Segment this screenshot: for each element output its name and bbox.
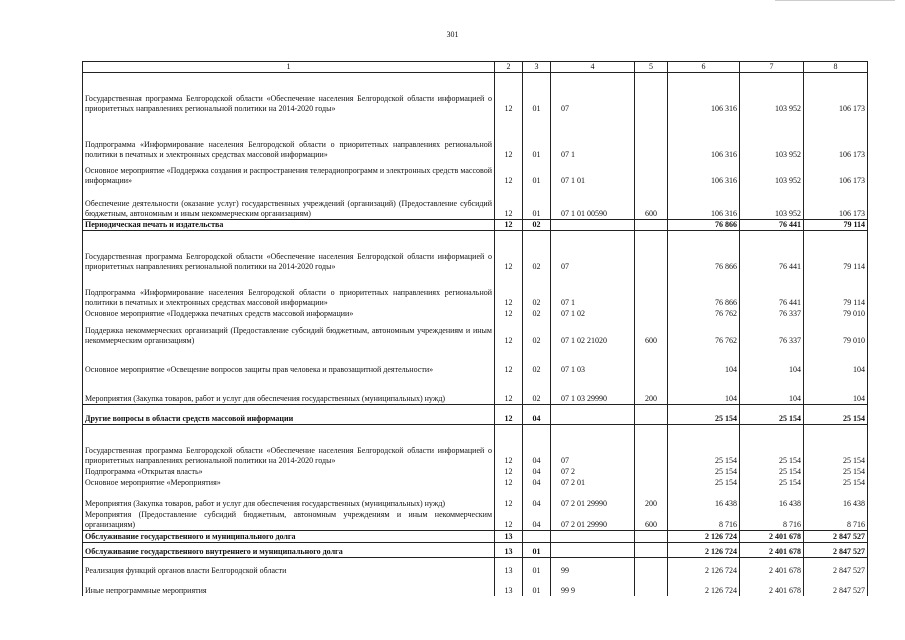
name-cell: Реализация функций органов власти Белгородской области [83, 558, 495, 576]
value-2018-cell: 2 126 724 [668, 543, 740, 558]
name-cell: Обеспечение деятельности (оказание услуг) государственных учреждений (организаций) (Предоставление субсидий бюджетным, автономным и иным некоммерческим организациям) [83, 186, 495, 220]
header-cell-4: 4 [551, 62, 635, 73]
section-cell: 13 [495, 576, 523, 596]
target-article-cell: 07 [551, 231, 635, 272]
value-2018-cell: 25 154 [668, 405, 740, 425]
value-2019-cell: 2 401 678 [740, 558, 804, 576]
value-2020-cell: 2 847 527 [804, 576, 868, 596]
table-row [83, 73, 868, 114]
section-cell: 12 [495, 375, 523, 405]
subsection-cell: 04 [523, 488, 551, 509]
table-row [83, 272, 868, 308]
name-cell: Мероприятия (Закупка товаров, работ и услуг для обеспечения государственных (муниципальных) нужд) [83, 488, 495, 509]
target-article-cell: 07 1 03 [551, 346, 635, 375]
expense-type-cell [635, 466, 668, 477]
value-2018-cell: 8 716 [668, 509, 740, 531]
subsection-cell: 04 [523, 466, 551, 477]
name-cell: Подпрограмма «Информирование населения Белгородской области о приоритетных направлениях региональной политики в печатных и электронных средствах массовой информации» [83, 114, 495, 160]
subsection-cell: 01 [523, 543, 551, 558]
name-cell: Государственная программа Белгородской области «Обеспечение населения Белгородской области информацией о приоритетных направлениях региональной политики на 2014-2020 годы» [83, 73, 495, 114]
value-2020-cell: 25 154 [804, 466, 868, 477]
target-article-cell: 99 9 [551, 576, 635, 596]
name-cell: Подпрограмма «Информирование населения Белгородской области о приоритетных направлениях региональной политики в печатных и электронных средствах массовой информации» [83, 272, 495, 308]
value-2018-cell: 25 154 [668, 466, 740, 477]
name-cell: Мероприятия (Закупка товаров, работ и услуг для обеспечения государственных (муниципальных) нужд) [83, 375, 495, 405]
value-2020-cell: 79 010 [804, 308, 868, 319]
value-2019-cell: 25 154 [740, 425, 804, 466]
target-article-cell: 07 2 01 [551, 477, 635, 488]
target-article-cell: 07 1 01 [551, 160, 635, 186]
subsection-cell: 01 [523, 558, 551, 576]
header-cell-7: 7 [740, 62, 804, 73]
subsection-cell: 04 [523, 477, 551, 488]
section-cell: 12 [495, 509, 523, 531]
value-2018-cell: 25 154 [668, 425, 740, 466]
section-cell: 12 [495, 477, 523, 488]
value-2019-cell: 76 337 [740, 319, 804, 346]
value-2020-cell: 8 716 [804, 509, 868, 531]
value-2019-cell: 2 401 678 [740, 543, 804, 558]
subsection-cell: 01 [523, 576, 551, 596]
name-cell: Основное мероприятие «Поддержка печатных средств массовой информации» [83, 308, 495, 319]
section-row [83, 405, 868, 425]
header-cell-5: 5 [635, 62, 668, 73]
value-2020-cell: 104 [804, 346, 868, 375]
target-article-cell: 07 2 [551, 466, 635, 477]
expense-type-cell [635, 477, 668, 488]
target-article-cell: 07 1 01 00590 [551, 186, 635, 220]
subsection-cell: 02 [523, 319, 551, 346]
table-row [83, 509, 868, 531]
table-row [83, 576, 868, 596]
value-2020-cell: 79 114 [804, 220, 868, 231]
value-2018-cell: 76 866 [668, 231, 740, 272]
value-2018-cell: 76 762 [668, 308, 740, 319]
section-cell: 12 [495, 186, 523, 220]
expense-type-cell [635, 231, 668, 272]
value-2019-cell: 103 952 [740, 160, 804, 186]
target-article-cell: 07 1 [551, 114, 635, 160]
table-row [83, 308, 868, 319]
expense-type-cell [635, 405, 668, 425]
section-cell: 13 [495, 558, 523, 576]
page-number: 301 [446, 30, 459, 39]
value-2019-cell: 76 337 [740, 308, 804, 319]
value-2018-cell: 2 126 724 [668, 576, 740, 596]
subsection-cell: 04 [523, 405, 551, 425]
subsection-cell: 04 [523, 425, 551, 466]
subsection-cell: 01 [523, 186, 551, 220]
value-2020-cell: 79 010 [804, 319, 868, 346]
target-article-cell: 99 [551, 558, 635, 576]
name-cell: Обслуживание государственного и муниципального долга [83, 531, 495, 543]
target-article-cell: 07 1 [551, 272, 635, 308]
value-2020-cell: 106 173 [804, 73, 868, 114]
table-row [83, 160, 868, 186]
target-article-cell [551, 220, 635, 231]
value-2019-cell: 2 401 678 [740, 576, 804, 596]
table-row [83, 488, 868, 509]
value-2018-cell: 76 866 [668, 272, 740, 308]
section-cell: 13 [495, 531, 523, 543]
table-row [83, 466, 868, 477]
value-2018-cell: 76 866 [668, 220, 740, 231]
table-row [83, 186, 868, 220]
value-2020-cell: 2 847 527 [804, 558, 868, 576]
section-cell: 12 [495, 160, 523, 186]
subsection-cell: 02 [523, 272, 551, 308]
value-2019-cell: 25 154 [740, 466, 804, 477]
table-row [83, 114, 868, 160]
table-row [83, 319, 868, 346]
section-cell: 12 [495, 114, 523, 160]
target-article-cell: 07 2 01 29990 [551, 509, 635, 531]
section-row [83, 220, 868, 231]
value-2018-cell: 104 [668, 375, 740, 405]
value-2018-cell: 106 316 [668, 114, 740, 160]
value-2019-cell: 103 952 [740, 186, 804, 220]
target-article-cell: 07 1 02 21020 [551, 319, 635, 346]
header-cell-2: 2 [495, 62, 523, 73]
value-2019-cell: 76 441 [740, 220, 804, 231]
value-2019-cell: 25 154 [740, 405, 804, 425]
value-2020-cell: 106 173 [804, 186, 868, 220]
budget-table [82, 61, 868, 596]
section-cell: 12 [495, 272, 523, 308]
value-2018-cell: 2 126 724 [668, 531, 740, 543]
value-2018-cell: 104 [668, 346, 740, 375]
name-cell: Мероприятия (Предоставление субсидий бюджетным, автономным учреждениям и иным некоммерческим организациям) [83, 509, 495, 531]
expense-type-cell [635, 73, 668, 114]
expense-type-cell [635, 220, 668, 231]
value-2018-cell: 106 316 [668, 160, 740, 186]
table-row [83, 346, 868, 375]
value-2018-cell: 106 316 [668, 186, 740, 220]
header-cell-3: 3 [523, 62, 551, 73]
header-cell-6: 6 [668, 62, 740, 73]
value-2020-cell: 25 154 [804, 425, 868, 466]
expense-type-cell: 600 [635, 319, 668, 346]
section-cell: 12 [495, 346, 523, 375]
value-2020-cell: 104 [804, 375, 868, 405]
name-cell: Государственная программа Белгородской области «Обеспечение населения Белгородской области информацией о приоритетных направлениях региональной политики на 2014-2020 годы» [83, 425, 495, 466]
name-cell: Другие вопросы в области средств массовой информации [83, 405, 495, 425]
subsection-cell: 02 [523, 346, 551, 375]
name-cell: Поддержка некоммерческих организаций (Предоставление субсидий бюджетным, автономным учреждениям и иным некоммерческим организациям) [83, 319, 495, 346]
section-cell: 12 [495, 488, 523, 509]
expense-type-cell [635, 114, 668, 160]
expense-type-cell: 200 [635, 488, 668, 509]
expense-type-cell [635, 425, 668, 466]
target-article-cell: 07 [551, 73, 635, 114]
value-2019-cell: 8 716 [740, 509, 804, 531]
value-2019-cell: 16 438 [740, 488, 804, 509]
value-2019-cell: 104 [740, 346, 804, 375]
expense-type-cell [635, 308, 668, 319]
section-cell: 13 [495, 543, 523, 558]
value-2019-cell: 103 952 [740, 73, 804, 114]
subsection-cell: 02 [523, 220, 551, 231]
expense-type-cell [635, 272, 668, 308]
section-row [83, 531, 868, 543]
value-2019-cell: 76 441 [740, 231, 804, 272]
value-2018-cell: 25 154 [668, 477, 740, 488]
value-2018-cell: 76 762 [668, 319, 740, 346]
section-cell: 12 [495, 425, 523, 466]
section-row [83, 543, 868, 558]
expense-type-cell [635, 576, 668, 596]
section-cell: 12 [495, 319, 523, 346]
section-cell: 12 [495, 73, 523, 114]
table-row [83, 425, 868, 466]
value-2020-cell: 25 154 [804, 405, 868, 425]
header-cell-8: 8 [804, 62, 868, 73]
name-cell: Подпрограмма «Открытая власть» [83, 466, 495, 477]
target-article-cell: 07 [551, 425, 635, 466]
subsection-cell: 01 [523, 114, 551, 160]
expense-type-cell [635, 346, 668, 375]
top-edge-line [775, 0, 895, 1]
table-row [83, 375, 868, 405]
value-2019-cell: 104 [740, 375, 804, 405]
value-2020-cell: 106 173 [804, 160, 868, 186]
expense-type-cell: 600 [635, 509, 668, 531]
expense-type-cell [635, 543, 668, 558]
table-header-row [83, 62, 868, 73]
name-cell: Государственная программа Белгородской области «Обеспечение населения Белгородской области информацией о приоритетных направлениях региональной политики на 2014-2020 годы» [83, 231, 495, 272]
target-article-cell: 07 1 02 [551, 308, 635, 319]
target-article-cell: 07 1 03 29990 [551, 375, 635, 405]
name-cell: Иные непрограммные мероприятия [83, 576, 495, 596]
value-2020-cell: 16 438 [804, 488, 868, 509]
table-row [83, 558, 868, 576]
value-2020-cell: 106 173 [804, 114, 868, 160]
section-cell: 12 [495, 231, 523, 272]
section-cell: 12 [495, 405, 523, 425]
header-cell-1: 1 [83, 62, 495, 73]
table-row [83, 477, 868, 488]
value-2020-cell: 79 114 [804, 272, 868, 308]
value-2020-cell: 25 154 [804, 477, 868, 488]
target-article-cell [551, 543, 635, 558]
section-cell: 12 [495, 308, 523, 319]
value-2020-cell: 79 114 [804, 231, 868, 272]
value-2019-cell: 76 441 [740, 272, 804, 308]
target-article-cell [551, 405, 635, 425]
subsection-cell: 02 [523, 375, 551, 405]
section-cell: 12 [495, 220, 523, 231]
value-2018-cell: 16 438 [668, 488, 740, 509]
subsection-cell: 04 [523, 509, 551, 531]
section-cell: 12 [495, 466, 523, 477]
value-2018-cell: 2 126 724 [668, 558, 740, 576]
name-cell: Периодическая печать и издательства [83, 220, 495, 231]
expense-type-cell [635, 558, 668, 576]
value-2020-cell: 2 847 527 [804, 543, 868, 558]
subsection-cell: 02 [523, 231, 551, 272]
value-2020-cell: 2 847 527 [804, 531, 868, 543]
subsection-cell: 02 [523, 308, 551, 319]
value-2018-cell: 106 316 [668, 73, 740, 114]
value-2019-cell: 2 401 678 [740, 531, 804, 543]
table-row [83, 231, 868, 272]
subsection-cell [523, 531, 551, 543]
name-cell: Основное мероприятие «Освещение вопросов защиты прав человека и правозащитной деятельности» [83, 346, 495, 375]
value-2019-cell: 103 952 [740, 114, 804, 160]
subsection-cell: 01 [523, 160, 551, 186]
name-cell: Основное мероприятие «Мероприятия» [83, 477, 495, 488]
name-cell: Обслуживание государственного внутреннего и муниципального долга [83, 543, 495, 558]
name-cell: Основное мероприятие «Поддержка создания и распространения телерадиопрограмм и электронных средств массовой информации» [83, 160, 495, 186]
target-article-cell: 07 2 01 29990 [551, 488, 635, 509]
expense-type-cell [635, 531, 668, 543]
subsection-cell: 01 [523, 73, 551, 114]
expense-type-cell: 600 [635, 186, 668, 220]
expense-type-cell [635, 160, 668, 186]
expense-type-cell: 200 [635, 375, 668, 405]
target-article-cell [551, 531, 635, 543]
value-2019-cell: 25 154 [740, 477, 804, 488]
